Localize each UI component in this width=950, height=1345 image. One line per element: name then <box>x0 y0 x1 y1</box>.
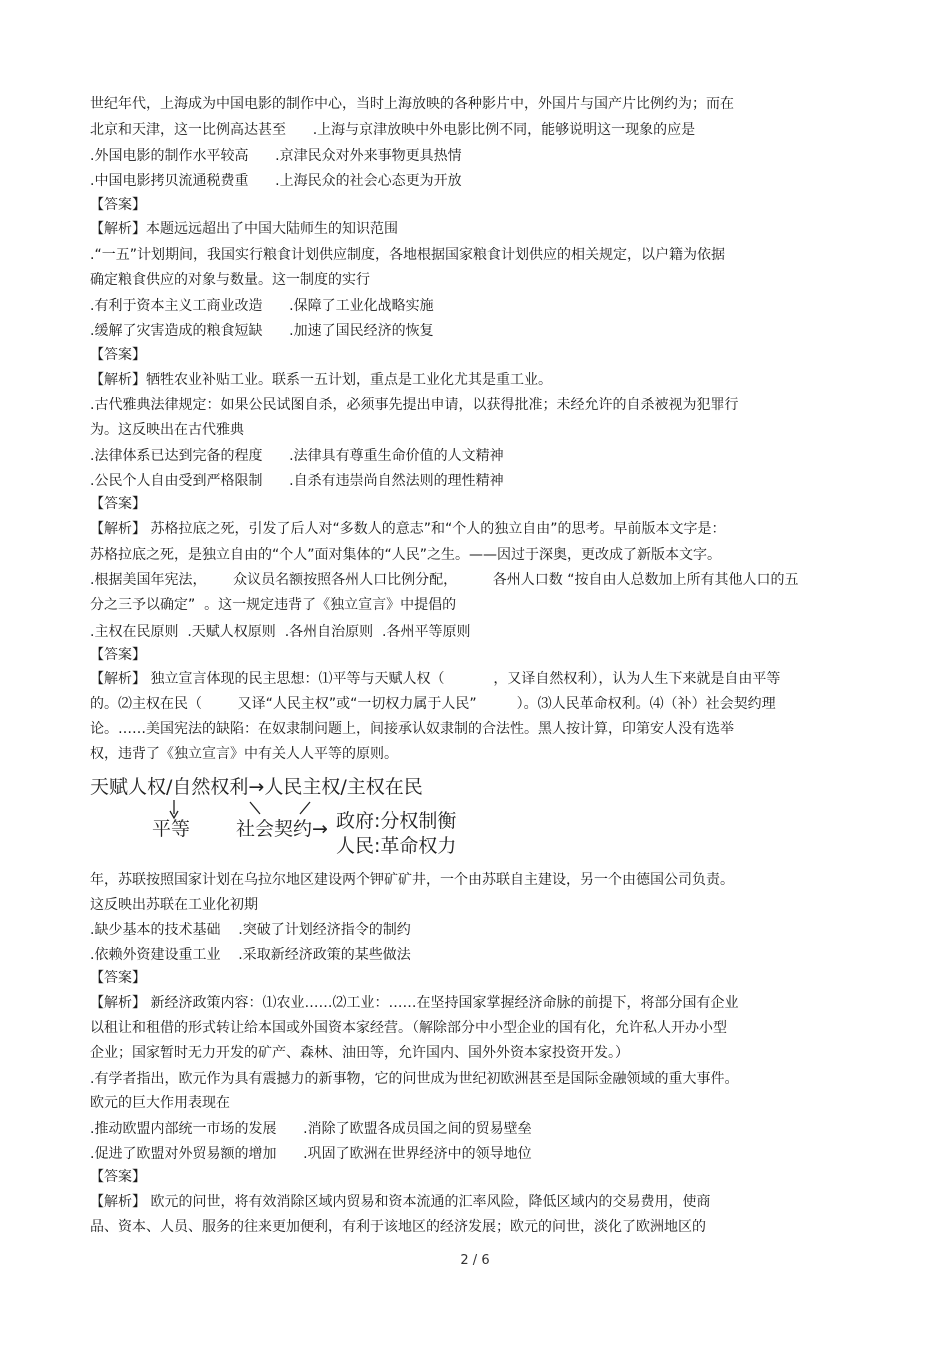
option-line: .缺少基本的技术基础 .突破了计划经济指令的制约 <box>90 922 411 938</box>
text-line: 分之三予以确定” 。这一规定违背了《独立宣言》中提倡的 <box>90 597 457 613</box>
text-line: 确定粮食供应的对象与数量。这一制度的实行 <box>90 272 370 288</box>
option-line: .缓解了灾害造成的粮食短缺 .加速了国民经济的恢复 <box>90 323 434 339</box>
text-line: .根据美国年宪法， 众议员名额按照各州人口比例分配， 各州人口数 “按自由人总数加上所有其他人口的五 <box>90 572 799 588</box>
option-line: .公民个人自由受到严格限制 .自杀有违崇尚自然法则的理性精神 <box>90 473 504 489</box>
analysis-line: 权，违背了《独立宣言》中有关人人平等的原则。 <box>90 746 398 762</box>
answer-label: 【答案】 <box>90 347 146 363</box>
text-line: .古代雅典法律规定：如果公民试图自杀，必须事先提出申请，以获得批准；未经允许的自杀被视为犯罪行 <box>90 397 739 413</box>
answer-label: 【答案】 <box>90 647 146 663</box>
page-number: 2 / 6 <box>460 1253 490 1268</box>
text-line: .“一五”计划期间，我国实行粮食计划供应制度，各地根据国家粮食计划供应的相关规定，以户籍为依据 <box>90 247 725 263</box>
analysis-line: 【解析】牺牲农业补贴工业。联系一五计划，重点是工业化尤其是重工业。 <box>90 372 552 388</box>
answer-label: 【答案】 <box>90 1169 146 1185</box>
diagram-contract: 社会契约→ <box>236 818 328 840</box>
option-line: .有利于资本主义工商业改造 .保障了工业化战略实施 <box>90 298 434 314</box>
option-line: .推动欧盟内部统一市场的发展 .消除了欧盟各成员国之间的贸易壁垒 <box>90 1121 532 1137</box>
text-line: 北京和天津，这一比例高达甚至 .上海与京津放映中外电影比例不同，能够说明这一现象的应是 <box>90 122 696 138</box>
answer-label: 【答案】 <box>90 197 146 213</box>
option-line: .依赖外资建设重工业 .采取新经济政策的某些做法 <box>90 947 411 963</box>
option-line: .中国电影拷贝流通税费重 .上海民众的社会心态更为开放 <box>90 173 462 189</box>
diagram-gov: 政府:分权制衡 <box>336 810 457 832</box>
text-line: 这反映出苏联在工业化初期 <box>90 897 258 913</box>
analysis-line: 【解析】 独立宣言体现的民主思想：⑴平等与天赋人权（ ，又译自然权利），认为人生下来就是自由平等 <box>90 671 781 687</box>
text-line: 年，苏联按照国家计划在乌拉尔地区建设两个钾矿矿井，一个由苏联自主建设，另一个由德国公司负责。 <box>90 872 734 888</box>
text-line: .有学者指出，欧元作为具有震撼力的新事物，它的问世成为世纪初欧洲甚至是国际金融领域的重大事件。 <box>90 1071 739 1087</box>
analysis-line: 【解析】 苏格拉底之死，引发了后人对“多数人的意志”和“个人的独立自由”的思考。早前版本文字是： <box>90 521 726 537</box>
answer-label: 【答案】 <box>90 496 146 512</box>
diagram-people: 人民:革命权力 <box>336 835 457 857</box>
analysis-line: 【解析】 新经济政策内容：⑴农业……⑵工业：……在坚持国家掌握经济命脉的前提下，将部分国有企业 <box>90 995 739 1011</box>
analysis-line: 品、资本、人员、服务的往来更加便利，有利于该地区的经济发展；欧元的问世，淡化了欧洲地区的 <box>90 1219 706 1235</box>
diag-arrow <box>300 802 310 814</box>
text-line: 世纪年代，上海成为中国电影的制作中心，当时上海放映的各种影片中，外国片与国产片比例约为；而在 <box>90 96 734 112</box>
option-line: .主权在民原则 .天赋人权原则 .各州自治原则 .各州平等原则 <box>90 624 471 640</box>
text-line: 为。这反映出在古代雅典 <box>90 422 244 438</box>
analysis-line: 【解析】 欧元的问世，将有效消除区域内贸易和资本流通的汇率风险，降低区域内的交易费用，使商 <box>90 1194 711 1210</box>
answer-label: 【答案】 <box>90 970 146 986</box>
analysis-line: 苏格拉底之死，是独立自由的“个人”面对集体的“人民”之生。——因过于深奥，更改成了新版本文字。 <box>90 547 722 563</box>
rights-diagram <box>88 772 488 858</box>
diagram-equal: 平等 <box>152 818 191 840</box>
diagram-row1: 天赋人权/自然权利→人民主权/主权在民 <box>90 776 423 798</box>
option-line: .法律体系已达到完备的程度 .法律具有尊重生命价值的人文精神 <box>90 448 504 464</box>
analysis-line: 的。⑵主权在民（ 又译“人民主权”或“一切权力属于人民” ）。⑶人民革命权利。⑷（补）社会契约理 <box>90 696 776 712</box>
option-line: .外国电影的制作水平较高 .京津民众对外来事物更具热情 <box>90 148 462 164</box>
diag-arrow <box>250 802 260 814</box>
analysis-line: 企业；国家暂时无力开发的矿产、森林、油田等，允许国内、国外外资本家投资开发。） <box>90 1045 629 1061</box>
text-line: 欧元的巨大作用表现在 <box>90 1095 230 1111</box>
analysis-line: 论。……美国宪法的缺陷：在奴隶制问题上，间接承认奴隶制的合法性。黑人按计算，印第安人没有选举 <box>90 721 734 737</box>
analysis-line: 以租让和租借的形式转让给本国或外国资本家经营。（解除部分中小型企业的国有化，允许私人开办小型 <box>90 1020 727 1036</box>
option-line: .促进了欧盟对外贸易额的增加 .巩固了欧洲在世界经济中的领导地位 <box>90 1146 532 1162</box>
analysis-line: 【解析】本题远远超出了中国大陆师生的知识范围 <box>90 221 398 237</box>
